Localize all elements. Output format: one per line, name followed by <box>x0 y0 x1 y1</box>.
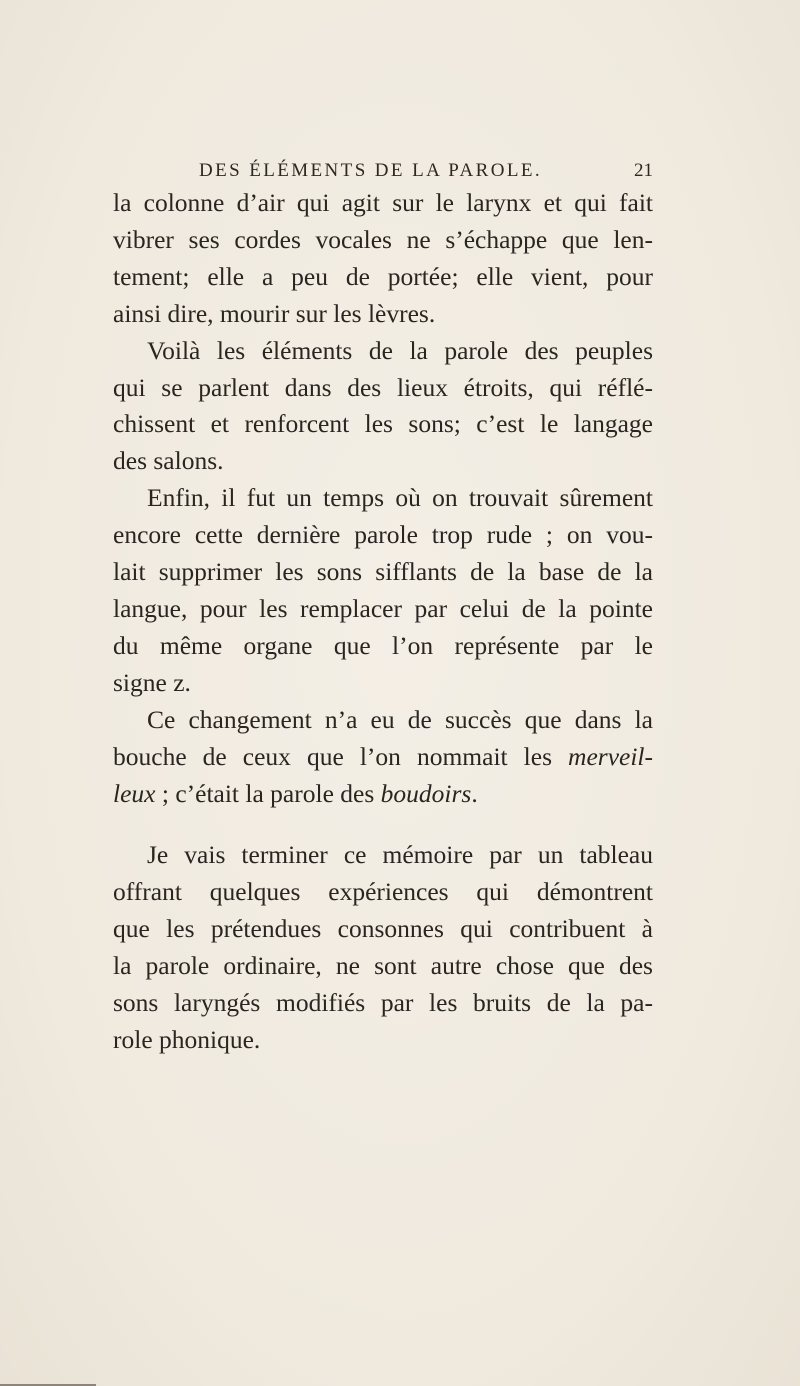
text-line: offrant quelques expériences qui démontrent <box>113 877 653 907</box>
text-line <box>113 739 653 776</box>
text-line: lait supprimer les sons sifflants de la base de la <box>113 557 653 587</box>
paragraph-4 <box>113 702 653 813</box>
running-head-title: DES ÉLÉMENTS DE LA PAROLE. <box>199 160 543 181</box>
italic-word: merveil- <box>568 741 653 771</box>
text-line: tement; elle a peu de portée; elle vient, pour <box>113 261 653 291</box>
text-line: Voilà les éléments de la parole des peuples <box>147 335 653 365</box>
text-line: encore cette dernière parole trop rude ; on vou- <box>113 520 653 550</box>
text-line: que les prétendues consonnes qui contribuent à <box>113 914 653 944</box>
text-line: du même organe que l’on représente par le <box>113 630 653 660</box>
body-text <box>113 185 653 1059</box>
page-number: 21 <box>634 160 653 181</box>
paragraph-3 <box>113 480 653 701</box>
text-line <box>113 776 653 813</box>
text-line: langue, pour les remplacer par celui de la pointe <box>113 593 653 623</box>
paragraph-1 <box>113 185 653 333</box>
text-line: ainsi dire, mourir sur les lèvres. <box>113 298 436 328</box>
text-line: qui se parlent dans des lieux étroits, qui réflé- <box>113 372 653 402</box>
text-line: Ce changement n’a eu de succès que dans la <box>147 704 653 734</box>
text-line: role phonique. <box>113 1024 261 1054</box>
paragraph-5 <box>113 837 653 1058</box>
text-line: la colonne d’air qui agit sur le larynx et qui fait <box>113 188 653 217</box>
italic-word: leux <box>113 778 156 808</box>
running-head <box>113 160 653 188</box>
text-line: signe z. <box>113 667 191 697</box>
paragraph-2 <box>113 333 653 481</box>
text-line: sons laryngés modifiés par les bruits de la pa- <box>113 988 653 1018</box>
text-line: Enfin, il fut un temps où on trouvait sûrement <box>147 483 653 513</box>
text-line: la parole ordinaire, ne sont autre chose que des <box>113 951 653 981</box>
text-run: . <box>471 778 478 808</box>
text-run: bouche de ceux que l’on nommait les <box>113 741 569 771</box>
italic-word: boudoirs <box>380 778 472 808</box>
text-line: chissent et renforcent les sons; c’est le langage <box>113 409 653 439</box>
text-line: vibrer ses cordes vocales ne s’échappe que len- <box>113 224 653 254</box>
text-line: Je vais terminer ce mémoire par un tableau <box>147 840 653 870</box>
text-line: des salons. <box>113 446 224 476</box>
text-run: ; c’était la parole des <box>155 778 381 808</box>
